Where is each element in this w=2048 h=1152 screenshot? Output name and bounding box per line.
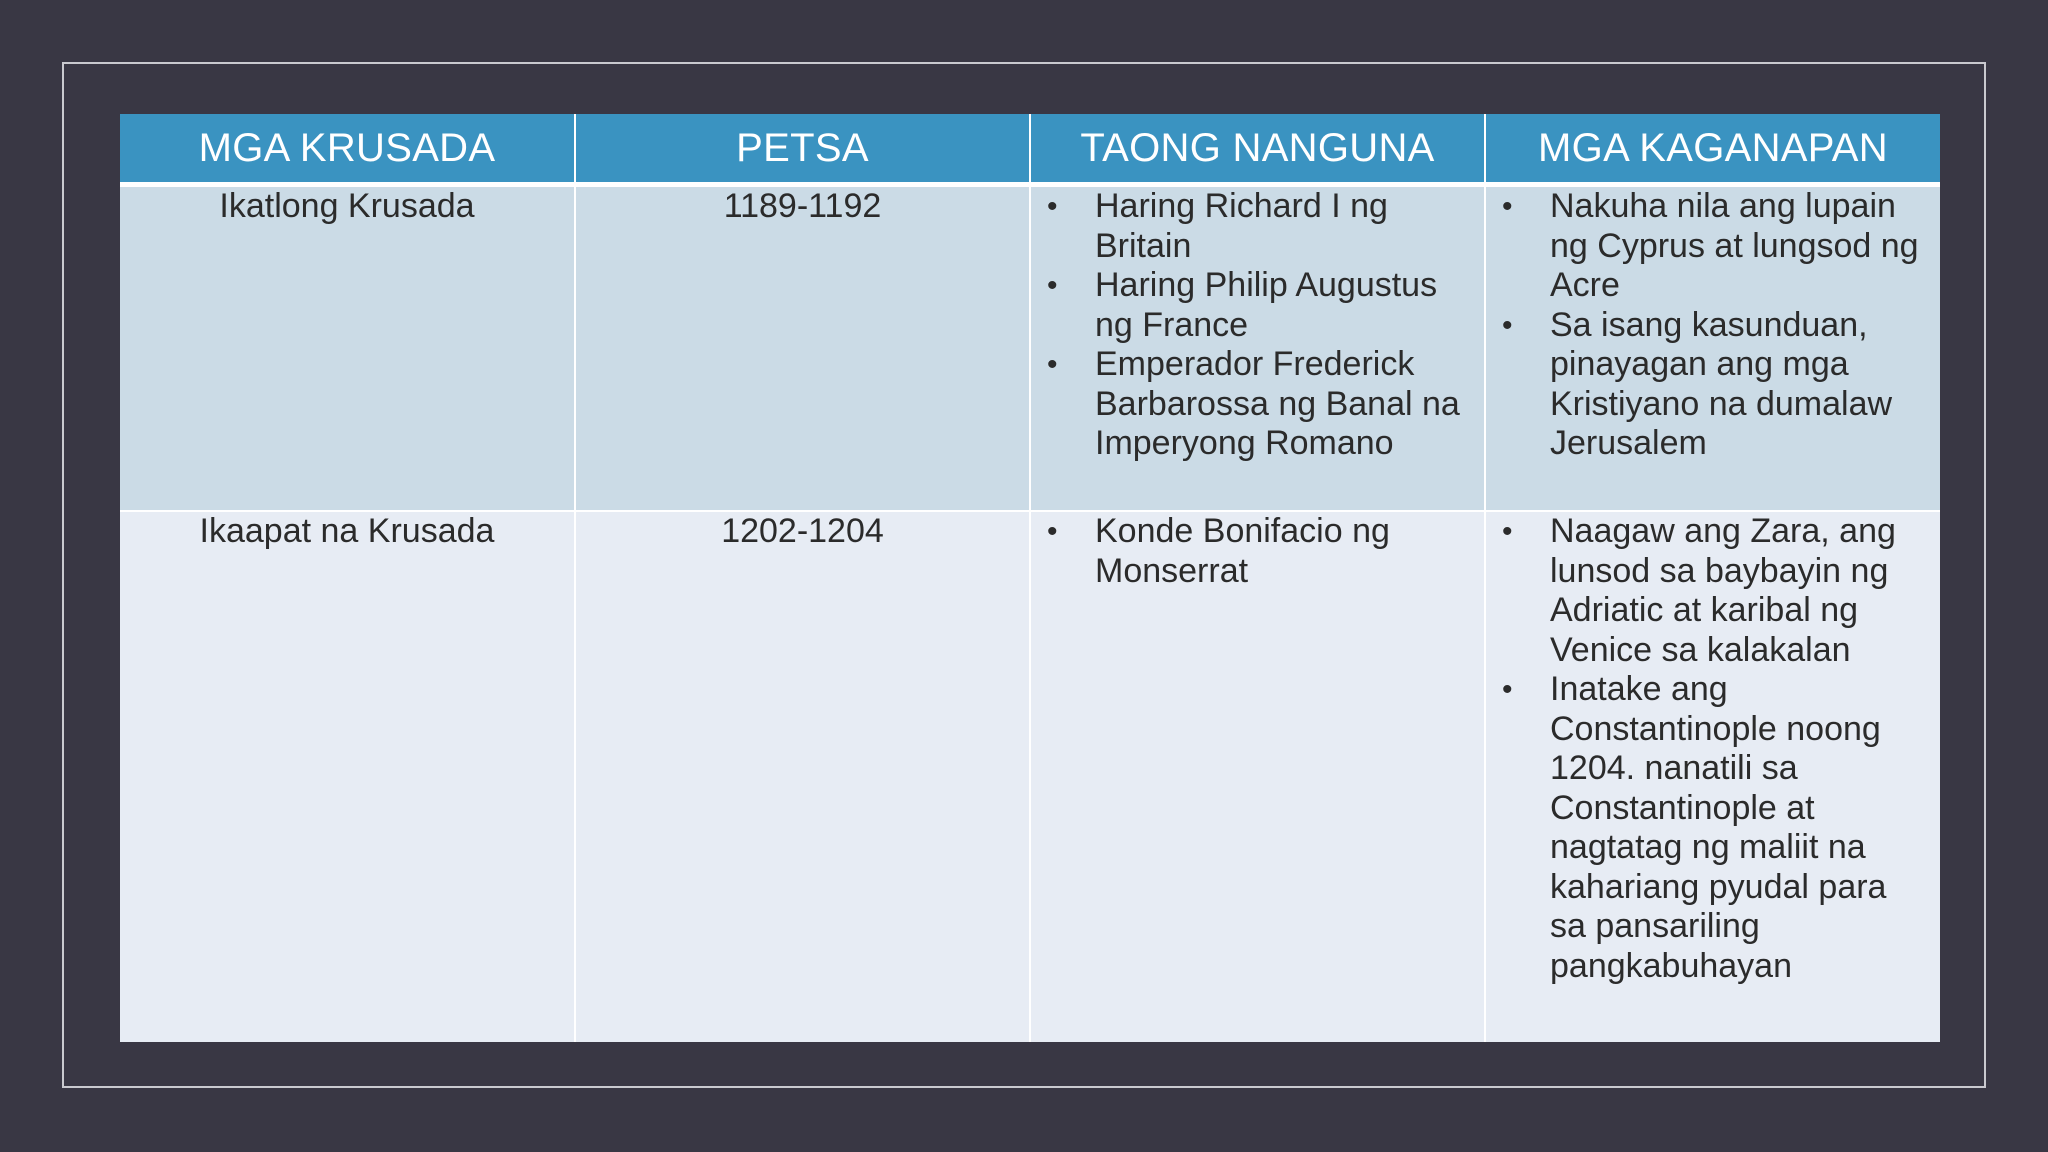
krusada-name: Ikaapat na Krusada bbox=[199, 512, 495, 550]
header-mga-kaganapan: MGA KAGANAPAN bbox=[1485, 114, 1940, 185]
list-item: • Nakuha nila ang lupain ng Cyprus at lungsod ng Acre bbox=[1486, 187, 1930, 306]
kaganapan-list bbox=[1486, 187, 1940, 464]
list-item: • Haring Philip Augustus ng France bbox=[1031, 266, 1474, 345]
petsa-value: 1189-1192 bbox=[723, 187, 882, 225]
kaganapan-list bbox=[1486, 512, 1940, 986]
nanguna-list bbox=[1031, 512, 1484, 591]
cell-nanguna bbox=[1030, 511, 1485, 1042]
cell-krusada bbox=[120, 511, 575, 1042]
cell-kaganapan bbox=[1485, 511, 1940, 1042]
nanguna-list bbox=[1031, 187, 1484, 464]
list-item: • Inatake ang Constantinople noong 1204. nanatili sa Constantinople at nagtatag ng maliit na kahariang pyudal para sa pansariling pangkabuhayan bbox=[1486, 670, 1930, 986]
cell-krusada bbox=[120, 185, 575, 512]
cell-kaganapan bbox=[1485, 185, 1940, 512]
header-krusada: MGA KRUSADA bbox=[120, 114, 575, 185]
krusada-name: Ikatlong Krusada bbox=[219, 187, 475, 225]
list-item: • Konde Bonifacio ng Monserrat bbox=[1031, 512, 1474, 591]
list-item: • Emperador Frederick Barbarossa ng Banal na Imperyong Romano bbox=[1031, 345, 1474, 464]
cell-petsa bbox=[575, 185, 1030, 512]
list-item: • Haring Richard I ng Britain bbox=[1031, 187, 1474, 266]
table-row bbox=[120, 185, 1940, 512]
table-row bbox=[120, 511, 1940, 1042]
crusades-table bbox=[120, 114, 1940, 1042]
header-petsa: PETSA bbox=[575, 114, 1030, 185]
header-taong-nanguna: TAONG NANGUNA bbox=[1030, 114, 1485, 185]
cell-nanguna bbox=[1030, 185, 1485, 512]
header-row bbox=[120, 114, 1940, 185]
cell-petsa bbox=[575, 511, 1030, 1042]
list-item: • Naagaw ang Zara, ang lunsod sa baybayin ng Adriatic at karibal ng Venice sa kalakalan bbox=[1486, 512, 1930, 670]
petsa-value: 1202-1204 bbox=[721, 512, 884, 550]
list-item: • Sa isang kasunduan, pinayagan ang mga Kristiyano na dumalaw Jerusalem bbox=[1486, 306, 1930, 464]
